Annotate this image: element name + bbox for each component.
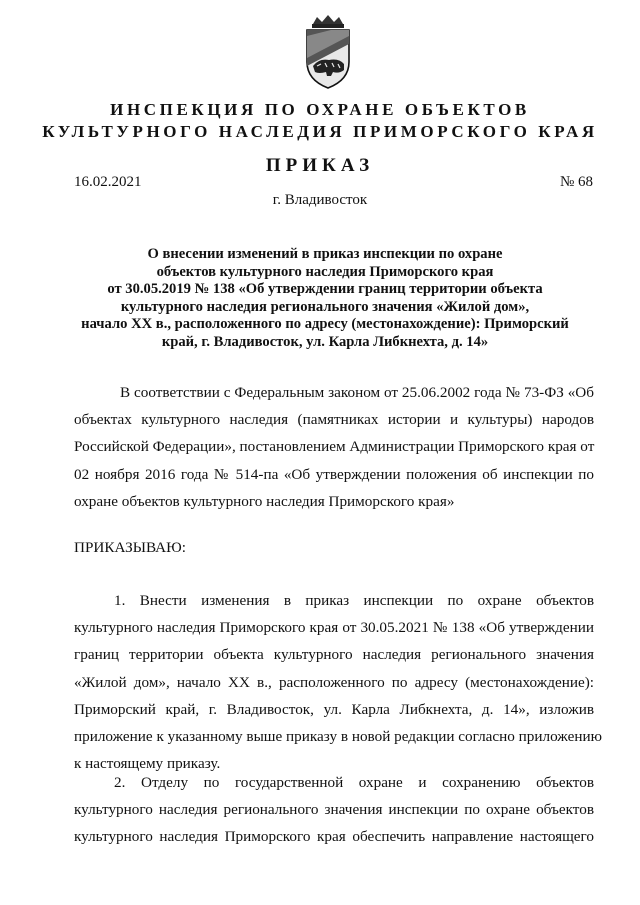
paragraph-line: Приморский край, г. Владивосток, ул. Карла Либкнехта, д. 14», изложив	[74, 700, 594, 718]
subject-line: О внесении изменений в приказ инспекции по охране	[147, 246, 503, 262]
organization-name-line1: ИНСПЕКЦИЯ ПО ОХРАНЕ ОБЪЕКТОВ	[110, 100, 530, 119]
document-date: 16.02.2021	[74, 174, 142, 190]
paragraph-line: 2. Отделу по государственной охране и сохранению объектов	[114, 774, 594, 791]
paragraph-line: «Жилой дом», начало XX в., расположенного по адресу (местонахождение):	[74, 673, 594, 691]
organization-name-line2: КУЛЬТУРНОГО НАСЛЕДИЯ ПРИМОРСКОГО КРАЯ	[42, 122, 598, 141]
preamble-paragraph	[74, 379, 594, 515]
paragraph-line: приложение к указанному выше приказу в новой редакции согласно приложению	[74, 728, 602, 746]
paragraph-line: границ территории объекта культурного наследия регионального значения	[74, 646, 594, 664]
paragraph-line: культурного наследия Приморского края обеспечить направление настоящего	[74, 828, 594, 846]
subject-line: начало XX в., расположенного по адресу (местонахождение): Приморский	[81, 316, 569, 333]
document-subject	[60, 246, 590, 352]
document-city: г. Владивосток	[272, 192, 368, 208]
coat-of-arms-icon	[301, 14, 355, 90]
paragraph-line: к настоящему приказу.	[74, 755, 221, 773]
paragraph-line: объектах культурного наследия (памятниках истории и культуры) народов	[74, 411, 594, 429]
paragraph-line: культурного наследия регионального значения инспекции по охране объектов	[74, 801, 594, 819]
subject-line: объектов культурного наследия Приморского края	[156, 263, 494, 280]
document-type: ПРИКАЗ	[265, 155, 375, 176]
paragraph-line: культурного наследия Приморского края от 30.05.2021 № 138 «Об утверждении	[74, 619, 594, 637]
order-item-2	[74, 769, 594, 851]
paragraph-line: 02 ноября 2016 года № 514-па «Об утверждении положения об инспекции по	[74, 465, 594, 483]
order-item-1	[74, 587, 602, 777]
subject-line: от 30.05.2019 № 138 «Об утверждении границ территории объекта	[107, 281, 543, 298]
paragraph-line: охране объектов культурного наследия Приморского края»	[74, 492, 455, 510]
paragraph-line: Российской Федерации», постановлением Администрации Приморского края от	[74, 438, 595, 456]
order-word: ПРИКАЗЫВАЮ:	[74, 539, 186, 556]
document-number: № 68	[559, 174, 593, 190]
subject-line: край, г. Владивосток, ул. Карла Либкнехта, д. 14»	[161, 333, 489, 350]
paragraph-line: В соответствии с Федеральным законом от 25.06.2002 года № 73-ФЗ «Об	[120, 384, 594, 401]
paragraph-line: 1. Внести изменения в приказ инспекции по охране объектов	[114, 592, 594, 609]
subject-line: культурного наследия регионального значения «Жилой дом»,	[120, 298, 530, 315]
